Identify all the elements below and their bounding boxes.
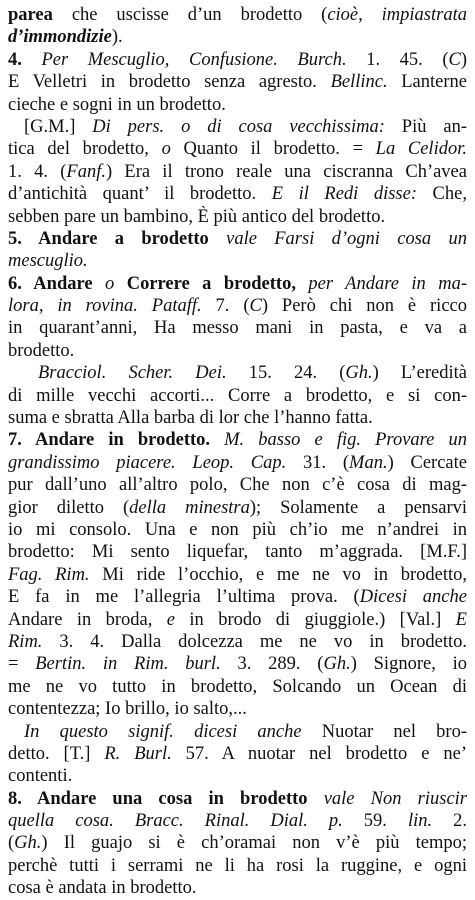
- text-run: o: [92, 273, 127, 294]
- text-line: [8, 26, 467, 48]
- text-run: Dicesi anche: [359, 587, 467, 608]
- text-run: ): [460, 49, 467, 70]
- text-run: ) Era il trono reale una ciscranna Ch’avea: [105, 161, 467, 182]
- text-run: cieche e sogni in un brodetto.: [8, 94, 226, 115]
- text-line: [8, 228, 467, 250]
- text-line: [8, 317, 467, 339]
- text-line: [8, 877, 467, 899]
- text-line: [8, 71, 467, 93]
- text-line: [8, 4, 467, 26]
- text-run: .) [Val.]: [374, 609, 456, 630]
- text-line: [8, 362, 467, 384]
- text-run: Bellinc.: [330, 72, 388, 93]
- text-run: E Velletri in brodetto senza agresto.: [8, 72, 331, 93]
- text-line: [8, 519, 467, 541]
- text-run: 3. 289. (: [220, 654, 324, 675]
- text-line: [8, 743, 467, 765]
- text-line: [8, 407, 467, 429]
- text-line: [8, 385, 467, 407]
- text-run: in brodo di giuggiole: [175, 609, 375, 630]
- text-run: Rim.: [8, 631, 43, 652]
- text-run: 57. A nuotar nel brodetto e ne’: [171, 743, 467, 764]
- text-run: Andare in broda,: [8, 609, 167, 630]
- text-run: 6. Andare: [8, 273, 93, 294]
- text-run: ) Però chi non è ricco: [261, 296, 467, 317]
- text-run: =: [8, 654, 36, 675]
- text-run: pur dall’uno all’altro polo, Che non c’è cosa di mag-: [8, 475, 467, 496]
- text-line: [8, 273, 467, 295]
- text-run: parea: [8, 5, 53, 25]
- text-run: R. Burl.: [104, 743, 172, 764]
- text-line: [8, 832, 467, 854]
- text-run: me ne vo tutto in brodetto, Solcando un Ocean di: [8, 676, 467, 697]
- text-run: C: [249, 296, 262, 317]
- text-line: [8, 295, 467, 317]
- text-line: [8, 676, 467, 698]
- text-run: o: [161, 139, 171, 160]
- text-run: lin.: [407, 811, 433, 832]
- text-run: Fanf.: [66, 161, 106, 182]
- text-run: Fag. Rim.: [8, 564, 90, 585]
- text-run: 31. (: [286, 452, 350, 473]
- text-line: [8, 765, 467, 787]
- text-run: Quanto il brodetto. =: [170, 139, 376, 160]
- text-run: Lanterne: [387, 72, 467, 93]
- text-run: vale Non riuscir: [307, 788, 467, 809]
- text-run: Che,: [417, 184, 467, 205]
- text-run: 4.: [8, 49, 42, 70]
- text-run: di mille vecchi accorti... Corre a brodetto, e si con-: [8, 385, 467, 406]
- text-run: vale Farsi d’ogni cosa un: [208, 228, 467, 249]
- text-line: [8, 183, 467, 205]
- text-run: Bracciol. Scher. Dei.: [38, 363, 227, 384]
- text-run: gior diletto (: [8, 497, 130, 518]
- text-run: Nuotar nel bro-: [301, 721, 467, 742]
- text-line: [8, 250, 467, 272]
- text-run: perchè tutti i serrami ne li ha rosi la ruggine, e ogni: [8, 855, 467, 876]
- text-run: Gh.: [14, 833, 42, 854]
- text-run: d’antichità quant’ il brodetto.: [8, 184, 272, 205]
- text-line: [8, 161, 467, 183]
- text-run: sebben pare un bambino, È più antico del brodetto.: [8, 206, 386, 227]
- text-run: contenti.: [8, 766, 73, 787]
- text-run: 7. (: [201, 296, 250, 317]
- text-line: [8, 116, 467, 138]
- text-line: [8, 698, 467, 720]
- text-run: E fa in me l’allegria l’ultima prova. (: [8, 587, 360, 608]
- text-run: d’immondizie: [8, 27, 112, 48]
- text-run: e: [166, 609, 176, 630]
- text-run: 59.: [342, 811, 408, 832]
- text-run: mescuglio.: [8, 251, 88, 272]
- text-run: 5. Andare a brodetto: [8, 228, 209, 249]
- text-run: per Andare in ma-: [295, 273, 467, 294]
- text-line: [8, 653, 467, 675]
- text-run: cioè, impiastrata: [327, 5, 467, 25]
- text-run: ).: [111, 27, 123, 48]
- text-run: cosa è andata in brodetto.: [8, 878, 197, 899]
- text-run: ) L’eredità: [372, 363, 467, 384]
- text-line: [8, 810, 467, 832]
- text-run: 7. Andare in brodetto.: [8, 430, 211, 451]
- text-run: E il Redi disse:: [271, 184, 418, 205]
- text-run: Di pers. o di cosa vecchissima:: [92, 116, 385, 137]
- text-run: 3. 4. Dalla dolcezza me ne vo in brodetto.: [42, 631, 467, 652]
- text-line: [8, 452, 467, 474]
- text-run: in quarant’anni, Ha messo mani in pasta, e va a: [8, 318, 467, 339]
- text-run: ) Cercate: [387, 452, 467, 473]
- text-run: io mi consolo. Una e non più ch’io me n’andrei in: [8, 519, 467, 540]
- text-run: lora, in rovina. Pataff.: [8, 296, 202, 317]
- text-run: contentezza; Io brillo, io salto,...: [8, 699, 247, 720]
- text-run: Correre a brodetto,: [126, 273, 296, 294]
- text-line: [8, 788, 467, 810]
- text-line: [8, 586, 467, 608]
- text-run: Bertin. in Rim. burl.: [35, 654, 221, 675]
- text-run: E: [455, 609, 467, 630]
- text-run: che uscisse d’un brodetto (: [52, 5, 328, 25]
- text-run: Più an-: [384, 116, 467, 137]
- text-run: C: [448, 49, 461, 70]
- text-run: della minestra: [129, 497, 250, 518]
- text-run: Gh.: [323, 654, 351, 675]
- text-line: [8, 340, 467, 362]
- text-run: [G.M.]: [24, 116, 93, 137]
- text-run: 8. Andare una cosa in brodetto: [8, 788, 308, 809]
- text-run: (: [8, 833, 15, 854]
- text-run: brodetto: Mi sento liquefar, tanto m’aggrada. [M.F.]: [8, 542, 467, 563]
- text-run: detto. [T.]: [8, 743, 105, 764]
- text-run: M. basso e fig. Provare un: [210, 430, 467, 451]
- text-run: Man.: [349, 452, 388, 473]
- text-line: [8, 541, 467, 563]
- text-line: [8, 497, 467, 519]
- text-run: La Celidor.: [375, 139, 467, 160]
- text-run: Per Mescuglio, Confusione. Burch.: [41, 49, 347, 70]
- text-run: In questo signif. dicesi anche: [24, 721, 302, 742]
- text-run: 15. 24. (: [226, 363, 346, 384]
- text-line: [8, 206, 467, 228]
- text-run: tica del brodetto,: [8, 139, 162, 160]
- text-run: ); Solamente a pensarvi: [249, 497, 467, 518]
- text-run: 1. 4. (: [8, 161, 67, 182]
- text-line: [8, 855, 467, 877]
- text-run: quella cosa. Bracc. Rinal. Dial. p.: [8, 811, 343, 832]
- text-run: ) Signore, io: [350, 654, 467, 675]
- text-run: ) Il guajo si è ch’oramai non v’è più tempo;: [41, 833, 467, 854]
- text-line: [8, 631, 467, 653]
- text-line: [8, 721, 467, 743]
- text-line: [8, 429, 467, 451]
- text-run: 2.: [432, 811, 467, 832]
- text-line: [8, 94, 467, 116]
- text-run: grandissimo piacere. Leop. Cap.: [8, 452, 287, 473]
- text-run: suma e sbratta Alla barba di lor che l’hanno fatta.: [8, 408, 373, 429]
- text-run: Mi ride l’occhio, e me ne vo in brodetto,: [89, 564, 467, 585]
- text-run: Gh.: [345, 363, 373, 384]
- text-run: brodetto.: [8, 340, 75, 361]
- text-line: [8, 49, 467, 71]
- text-run: 1. 45. (: [346, 49, 449, 70]
- text-line: [8, 564, 467, 586]
- text-line: [8, 609, 467, 631]
- text-line: [8, 474, 467, 496]
- text-line: [8, 138, 467, 160]
